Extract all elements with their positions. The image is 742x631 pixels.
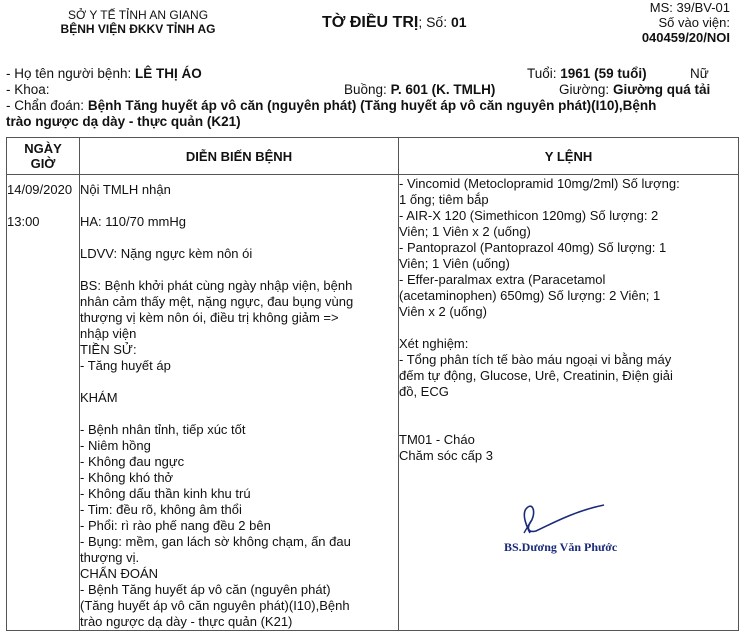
progress-line: trào ngược dạ dày - thực quản (K21) bbox=[80, 614, 293, 629]
progress-line bbox=[80, 374, 398, 390]
date-cell bbox=[7, 175, 80, 631]
progress-notes bbox=[80, 175, 398, 630]
room-value: P. 601 (K. TMLH) bbox=[390, 82, 496, 97]
progress-line: - Phổi: rì rào phế nang đều 2 bên bbox=[80, 518, 271, 533]
progress-line: - Bệnh nhân tỉnh, tiếp xúc tốt bbox=[80, 422, 246, 437]
order-line: - Effer-paralmax extra (Paracetamol bbox=[399, 272, 606, 287]
progress-cell bbox=[80, 175, 399, 631]
time-value: 13:00 bbox=[7, 214, 40, 229]
order-line: - AIR-X 120 (Simethicon 120mg) Số lượng: 2 bbox=[399, 208, 659, 223]
progress-line: - Tim: đều rõ, không âm thổi bbox=[80, 502, 242, 517]
progress-line bbox=[80, 198, 398, 214]
order-line: 1 ống; tiêm bắp bbox=[399, 192, 489, 207]
progress-line bbox=[80, 262, 398, 278]
progress-line bbox=[80, 406, 398, 422]
progress-line: - Bệnh Tăng huyết áp vô căn (nguyên phát) bbox=[80, 582, 331, 597]
patient-name-row bbox=[6, 66, 202, 81]
number-value: 01 bbox=[451, 14, 467, 30]
progress-line: thượng vị. bbox=[80, 550, 140, 565]
progress-line: KHÁM bbox=[80, 390, 118, 405]
patient-gender: Nữ bbox=[690, 66, 709, 81]
date-value: 14/09/2020 bbox=[7, 182, 73, 197]
document-title bbox=[322, 14, 467, 32]
order-line: TM01 - Cháo bbox=[399, 432, 475, 447]
treatment-table bbox=[6, 137, 739, 631]
orders-cell bbox=[399, 175, 739, 631]
order-line: đồ, ECG bbox=[399, 384, 449, 399]
hospital-name: BỆNH VIỆN ĐKKV TỈNH AG bbox=[60, 22, 216, 36]
progress-line: nhân cảm thấy mệt, nặng ngực, đau bụng vùng bbox=[80, 294, 354, 309]
diagnosis bbox=[6, 98, 656, 130]
order-line: Chăm sóc cấp 3 bbox=[399, 448, 493, 463]
age-label: Tuổi: bbox=[527, 66, 557, 81]
number-label: ; Số: bbox=[418, 14, 448, 30]
progress-line: TIỀN SỬ: bbox=[80, 342, 137, 357]
diagnosis-label: - Chẩn đoán: bbox=[6, 98, 85, 113]
progress-line bbox=[80, 230, 398, 246]
order-line: (acetaminophen) 650mg) Số lượng: 2 Viên; 1 bbox=[399, 288, 661, 303]
progress-line: - Không đau ngực bbox=[80, 454, 185, 469]
col-date-header bbox=[7, 138, 80, 175]
admission-label: Số vào viện: bbox=[658, 15, 730, 30]
progress-line: BS: Bệnh khởi phát cùng ngày nhập viện, bệnh bbox=[80, 278, 353, 293]
age-years: (59 tuổi) bbox=[594, 66, 647, 81]
order-line: đếm tự động, Glucose, Urê, Creatinin, Điện giải bbox=[399, 368, 673, 383]
col-orders-header: Y LỆNH bbox=[399, 138, 739, 175]
dept-label: - Khoa: bbox=[6, 82, 50, 97]
room-label: Buồng: bbox=[344, 82, 387, 97]
order-line: - Pantoprazol (Pantoprazol 40mg) Số lượng: 1 bbox=[399, 240, 667, 255]
progress-line: Nội TMLH nhận bbox=[80, 182, 171, 197]
admission-number: 040459/20/NOI bbox=[641, 30, 730, 45]
progress-line: - Bụng: mềm, gan lách sờ không chạm, ấn đau bbox=[80, 534, 351, 549]
order-line: - Vincomid (Metoclopramid 10mg/2ml) Số lượng: bbox=[399, 176, 680, 191]
table-row bbox=[7, 175, 739, 631]
table-header-row bbox=[7, 138, 739, 175]
form-code: MS: 39/BV-01 bbox=[649, 0, 730, 15]
orders-list bbox=[399, 175, 738, 464]
bed-field bbox=[559, 82, 710, 97]
progress-line: thượng vị kèm nôn ói, điều trị không giảm => bbox=[80, 310, 339, 325]
progress-line: - Không khó thở bbox=[80, 470, 174, 485]
progress-line: HA: 110/70 mmHg bbox=[80, 214, 186, 229]
patient-age bbox=[527, 66, 647, 81]
progress-line: nhập viện bbox=[80, 326, 137, 341]
progress-line: (Tăng huyết áp vô căn nguyên phát)(I10),Bệnh bbox=[80, 598, 350, 613]
form-code-block bbox=[642, 0, 730, 45]
col-date-line-1: NGÀY bbox=[24, 141, 62, 156]
progress-line: LDVV: Nặng ngực kèm nôn ói bbox=[80, 246, 253, 261]
ministry-name: SỞ Y TẾ TỈNH AN GIANG bbox=[67, 8, 209, 22]
order-line: Viên; 1 Viên x 2 (uống) bbox=[399, 224, 531, 239]
patient-name-label: - Họ tên người bệnh: bbox=[6, 66, 132, 81]
col-date-line-2: GIỜ bbox=[30, 156, 56, 171]
diagnosis-line-1: Bệnh Tăng huyết áp vô căn (nguyên phát) (Tăng huyết áp vô căn nguyên phát)(I10),Bệnh bbox=[87, 98, 657, 113]
diagnosis-line-2: trào ngược dạ dày - thực quản (K21) bbox=[6, 114, 241, 129]
doctor-name: BS.Dương Văn Phước bbox=[504, 540, 618, 554]
order-line: - Tổng phân tích tế bào máu ngoại vi bằng máy bbox=[399, 352, 672, 367]
order-line: Viên; 1 Viên (uống) bbox=[399, 256, 510, 271]
order-line bbox=[399, 320, 738, 336]
progress-line: - Niêm hồng bbox=[80, 438, 151, 453]
order-line bbox=[399, 400, 738, 416]
progress-line: - Không dấu thần kinh khu trú bbox=[80, 486, 251, 501]
progress-line: CHẨN ĐOÁN bbox=[80, 566, 159, 581]
bed-label: Giường: bbox=[559, 82, 610, 97]
title-text: TỜ ĐIỀU TRỊ bbox=[322, 14, 419, 31]
doctor-signature bbox=[494, 503, 634, 563]
order-line: Xét nghiệm: bbox=[399, 336, 469, 351]
progress-line: - Tăng huyết áp bbox=[80, 358, 171, 373]
birth-year: 1961 bbox=[560, 66, 591, 81]
col-progress-header: DIỄN BIẾN BỆNH bbox=[80, 138, 399, 175]
order-line bbox=[399, 416, 738, 432]
bed-value: Giường quá tải bbox=[612, 82, 711, 97]
order-line: Viên x 2 (uống) bbox=[399, 304, 487, 319]
room-field bbox=[344, 82, 495, 97]
ministry-header bbox=[26, 8, 250, 36]
patient-name: LÊ THỊ ÁO bbox=[134, 66, 202, 81]
